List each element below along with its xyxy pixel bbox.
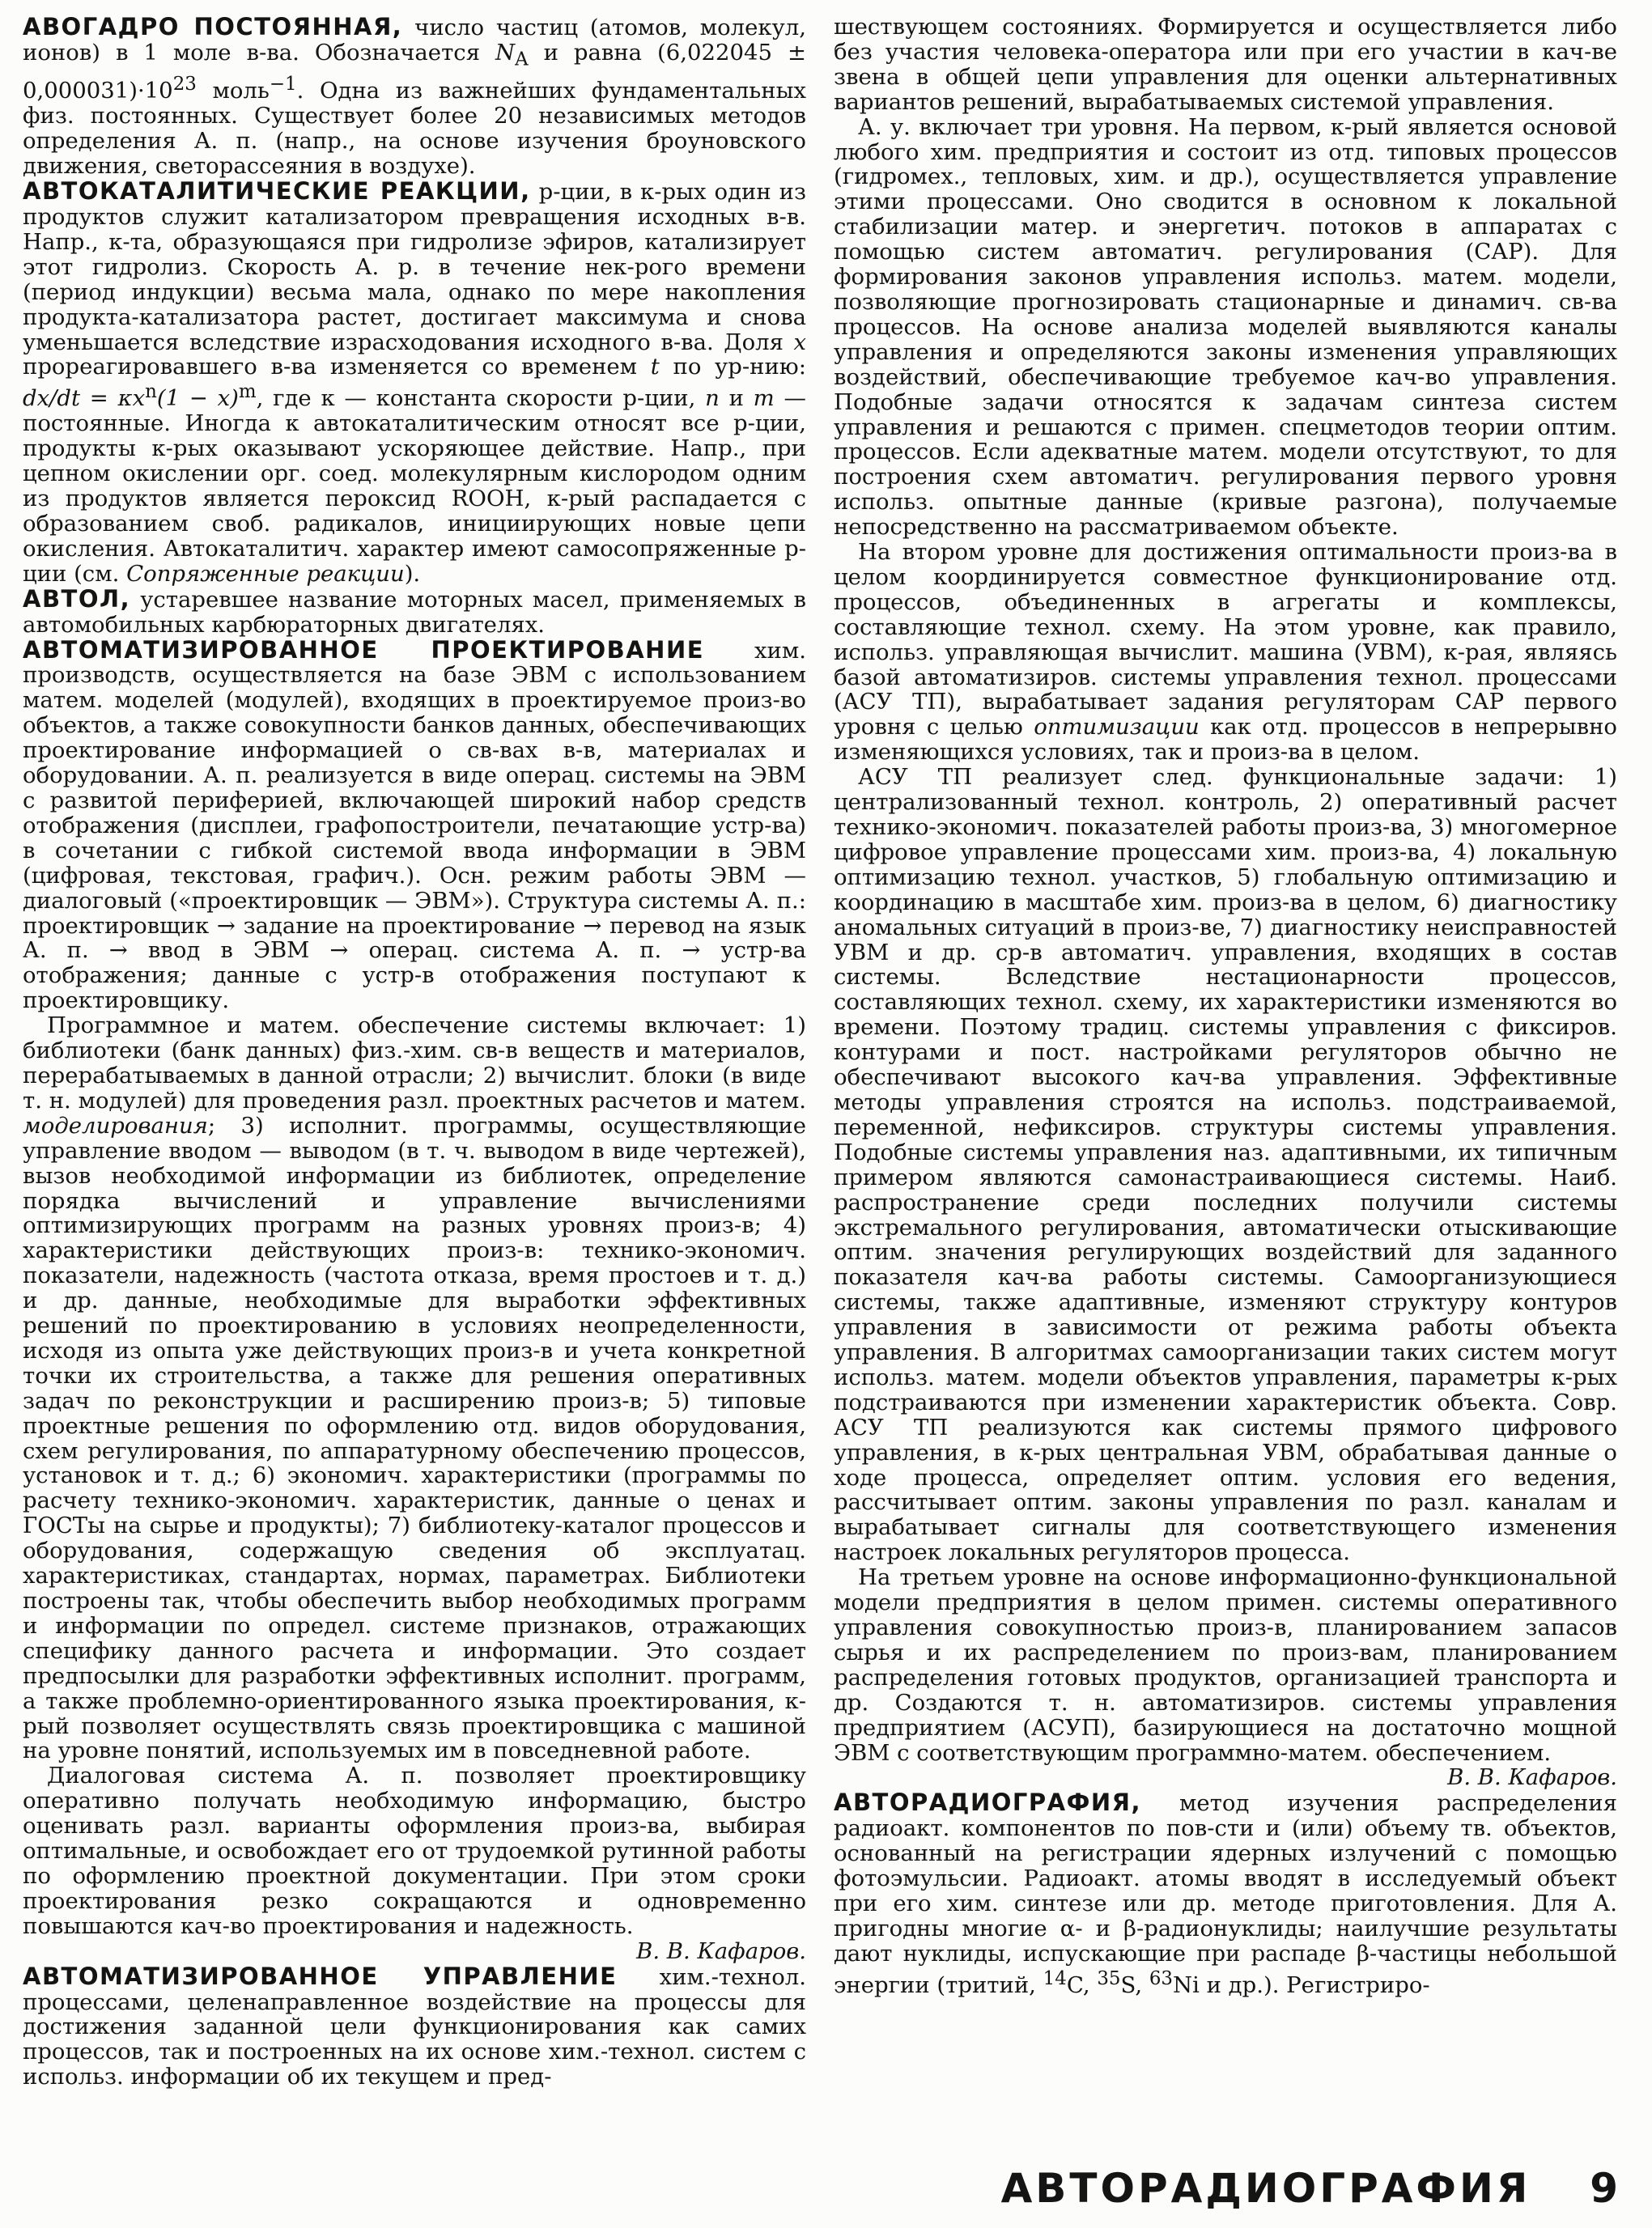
- paragraph: На втором уровне для достижения оптимальности произ-ва в целом координируется совместное функционирование отд. процессов, объединенных в агрегаты и комплексы, составляющие технол. схему. На этом уровне, как правило, использ. управляющая вычислит. машина (УВМ), к-рая, являясь базой автоматизиров. системы управления технол. процессами (АСУ ТП), вырабатывает задания регуляторам САР первого уровня с целью оптимизации как отд. процессов в непрерывно изменяющихся условиях, так и произ-ва в целом.: [834, 539, 1617, 766]
- headword: АВТОЛ,: [23, 584, 131, 613]
- entry-autocatalytic: АВТОКАТАЛИТИЧЕСКИЕ РЕАКЦИИ, р-ции, в к-рых один из продуктов служит катализатором превращения исходных в-в. Напр., к-та, образующаяся при гидролизе эфиров, катализирует этот гидролиз. Скорость А. р. в течение нек-рого времени (период индукции) весьма мала, однако по мере накопления продукта-катализатора растет, достигает максимума и снова уменьшается вследствие израсходования исходного в-ва. Доля x прореагировавшего в-ва изменяется со временем t по ур-нию: $dx/dt = \kappa x^n(1 - x)^m$, где κ — константа скорости р-ции, n и m — постоянные. Иногда к автокаталитическим относят все р-ции, продукты к-рых оказывают ускоряющее действие. Напр., при цепном окислении орг. соед. молекулярным кислородом одним из продуктов является пероксид ROOH, к-рый распадается с образованием своб. радикалов, инициирующих новые цепи окисления. Автокаталитич. характер имеют самосопряженные р-ции (см. Сопряженные реакции).: [23, 177, 806, 587]
- left-column: [23, 15, 806, 2090]
- headword: АВОГАДРО ПОСТОЯННАЯ,: [23, 13, 403, 40]
- author-signature: В. В. Кафаров.: [636, 1937, 806, 1964]
- paragraph: АСУ ТП реализует след. функциональные задачи: 1) централизованный технол. контроль, 2) оперативный расчет технико-экономич. показателей работы произ-ва, 3) многомерное цифровое управление процессами хим. произ-ва, 4) локальную оптимизацию технол. участков, 5) глобальную оптимизацию и координацию в масштабе хим. произ-ва в целом, 6) диагностику аномальных ситуаций в произ-ве, 7) диагностику неисправностей УВМ и др. ср-в автоматич. управления, входящих в состав системы. Вследствие нестационарности процессов, составляющих технол. схему, их характеристики изменяются во времени. Поэтому традиц. системы управления с фиксиров. контурами и пост. настройками регуляторов обычно не обеспечивают высокого кач-ва управления. Эффективные методы управления строятся на использ. подстраиваемой, переменной, нефиксиров. структуры системы управления. Подобные системы управления наз. адаптивными, их типичным примером являются самонастраивающиеся системы. Наиб. распространение среди последних получили системы экстремального регулирования, автоматически отыскивающие оптим. значения регулирующих воздействий для заданного показателя кач-ва работы системы. Самоорганизующиеся системы, также адаптивные, изменяют структуру контуров управления в зависимости от режима работы объекта управления. В алгоритмах самоорганизации таких систем могут использ. матем. модели объектов управления, параметры к-рых подстраиваются при изменении характеристик объекта. Совр. АСУ ТП реализуются как системы прямого цифрового управления, в к-рых центральная УВМ, обрабатывая данные о ходе процесса, определяет оптим. условия его ведения, рассчитывает оптим. законы управления по разл. каналам и вырабатывает сигналы для соответствующего изменения настроек локальных регуляторов процесса.: [834, 764, 1617, 1566]
- page-number: 9: [1590, 2165, 1621, 2212]
- entry-autoradiography: АВТОРАДИОГРАФИЯ, метод изучения распределения радиоакт. компонентов по пов-сти и (или) объему тв. объектов, основанный на регистрации ядерных излучений с помощью фотоэмульсии. Радиоакт. атомы вводят в исследуемый объект при его хим. синтезе или др. методе приготовления. Для А. пригодны многие α- и β-радионуклиды; наилучшие результаты дают нуклиды, испускающие при распаде β-частицы небольшой энергии (тритий, $^{14}$C, $^{35}$S, $^{63}$Ni и др.). Регистриро-: [834, 1789, 1617, 1998]
- paragraph: Программное и матем. обеспечение системы включает: 1) библиотеки (банк данных) физ.-хим. св-в веществ и материалов, перерабатываемых в данной отрасли; 2) вычислит. блоки (в виде т. н. модулей) для проведения разл. проектных расчетов и матем. моделирования; 3) исполнит. программы, осуществляющие управление вводом — выводом (в т. ч. выводом в виде чертежей), вызов необходимой информации из библиотек, определение порядка вычислений и управление вычислениями оптимизирующих программ на разных уровнях произ-в; 4) характеристики действующих произ-в: технико-экономич. показатели, надежность (частота отказа, время простоев и т. д.) и др. данные, необходимые для выработки эффективных решений по проектированию в условиях неопределенности, исходя из опыта уже действующих произ-в и учета конкретной точки их строительства, а также для решения оперативных задач по реконструкции и расширению произ-в; 5) типовые проектные решения по оформлению отд. видов оборудования, схем регулирования, по аппаратурному обеспечению процессов, установок и т. д.; 6) экономич. характеристики (программы по расчету технико-экономич. характеристик, данные о ценах и ГОСТы на сырье и продукты); 7) библиотеку-каталог процессов и оборудования, содержащую сведения об эксплуатац. характеристиках, стандартах, нормах, параметрах. Библиотеки построены так, чтобы обеспечить выбор необходимых программ и информации по определ. системе признаков, отражающих специфику данного расчета и информации. Это создает предпосылки для разработки эффективных исполнит. программ, а также проблемно-ориентированного языка проектирования, к-рый позволяет осуществлять связь проектировщика с машиной на уровне понятий, используемых им в повседневной работе.: [23, 1012, 806, 1764]
- entry-cad: АВТОМАТИЗИРОВАННОЕ ПРОЕКТИРОВАНИЕ хим. производств, осуществляется на базе ЭВМ с использованием матем. моделей (модулей), входящих в проектируемое произ-во объектов, а также совокупности банков данных, обеспечивающих проектирование информацией о св-вах в-в, материалах и оборудовании. А. п. реализуется в виде операц. системы на ЭВМ с развитой периферией, включающей широкий набор средств отображения (дисплеи, графопостроители, печатающие устр-ва) в сочетании с гибкой системой ввода информации в ЭВМ (цифровая, текстовая, графич.). Осн. режим работы ЭВМ — диалоговый («проектировщик — ЭВМ»). Структура системы А. п.: проектировщик → задание на проектирование → перевод на язык А. п. → ввод в ЭВМ → операц. система А. п. → устр-ва отображения; данные с устр-в отображения поступают к проектировщику.: [23, 635, 806, 1014]
- paragraph: шествующем состояниях. Формируется и осуществляется либо без участия человека-оператора или при его участии в кач-ве звена в общей цепи управления для оценки альтернативных вариантов решений, вырабатываемых системой управления.: [834, 14, 1617, 115]
- headword: АВТОМАТИЗИРОВАННОЕ ПРОЕКТИРОВАНИЕ: [23, 635, 705, 664]
- running-footer: [1001, 2165, 1621, 2212]
- paragraph: На третьем уровне на основе информационно-функциональной модели предприятия в целом примен. системы оперативного управления совокупностью произ-в, планированием запасов сырья и их распределением по произ-вам, планированием распределения готовых продуктов, организацией транспорта и др. Создаются т. н. автоматизиров. системы управления предприятием (АСУП), базирующиеся на достаточно мощной ЭВМ с соответствующим программно-матем. обеспечением.: [834, 1564, 1617, 1766]
- headword: АВТОМАТИЗИРОВАННОЕ УПРАВЛЕНИЕ: [23, 1962, 618, 1990]
- right-column: [834, 15, 1617, 1998]
- paragraph: Диалоговая система А. п. позволяет проектировщику оперативно получать необходимую информацию, быстро оценивать разл. варианты оформления произ-ва, выбирая оптимальные, и освобождает его от трудоемкой рутинной работы по оформлению проектной документации. При этом сроки проектирования резко сокращаются и одновременно повышаются кач-во проектирования и надежность.: [23, 1763, 806, 1939]
- paragraph: А. у. включает три уровня. На первом, к-рый является основой любого хим. предприятия и состоит из отд. типовых процессов (гидромех., тепловых, хим. и др.), осуществляется управление этими процессами. Оно сводится в основном к локальной стабилизации матер. и энергетич. потоков в аппаратах с помощью систем автоматич. регулирования (САР). Для формирования законов управления использ. матем. модели, позволяющие прогнозировать стационарные и динамич. св-ва процессов. На основе анализа моделей выявляются каналы управления и определяются законы изменения управляющих воздействий, обеспечивающие требуемое кач-во управления. Подобные задачи относятся к задачам синтеза систем управления и решаются с примен. спецметодов теории оптим. процессов. Если адекватные матем. модели отсутствуют, то для построения схем автоматич. регулирования первого уровня использ. опытные данные (кривые разгона), получаемые непосредственно на рассматриваемом объекте.: [834, 113, 1617, 541]
- entry-automated-control: АВТОМАТИЗИРОВАННОЕ УПРАВЛЕНИЕ хим.-технол. процессами, целенаправленное воздействие на процессы для достижения заданной цели функционирования как самих процессов, так и построенных на их основе хим.-технол. систем с использ. информации об их текущем и пред-: [23, 1962, 806, 2090]
- entry-avogadro: АВОГАДРО ПОСТОЯННАЯ, число частиц (атомов, молекул, ионов) в 1 моле в-ва. Обозначается $N_A$ и равна $(6,022045 \pm 0,000031)\cdot 10^{23}$ моль$^{-1}$. Одна из важнейших фундаментальных физ. постоянных. Существует более 20 независимых методов определения А. п. (напр., на основе изучения броуновского движения, светорассеяния в воздухе).: [23, 13, 807, 180]
- entry-avtol: АВТОЛ, устаревшее название моторных масел, применяемых в автомобильных карбюраторных двигателях.: [23, 584, 806, 638]
- headword: АВТОКАТАЛИТИЧЕСКИЕ РЕАКЦИИ,: [23, 177, 531, 206]
- headword: АВТОРАДИОГРАФИЯ,: [834, 1789, 1141, 1817]
- running-head: АВТОРАДИОГРАФИЯ: [1000, 2165, 1531, 2212]
- author-signature: В. В. Кафаров.: [1447, 1764, 1617, 1791]
